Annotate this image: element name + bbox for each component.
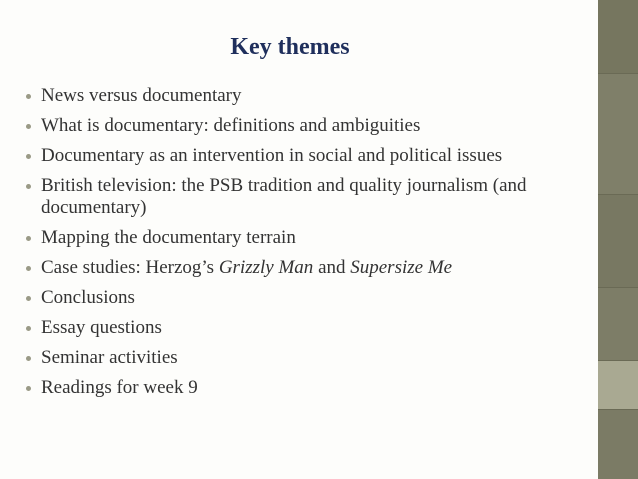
bullet-dot-icon	[26, 266, 31, 271]
bullet-text: Essay questions	[41, 317, 162, 338]
bullet-item	[22, 317, 552, 339]
bullet-item	[22, 115, 552, 137]
bullet-dot-icon	[26, 154, 31, 159]
sidebar-block	[598, 410, 638, 479]
bullet-item	[22, 347, 552, 369]
bullet-dot-icon	[26, 326, 31, 331]
sidebar-block	[598, 195, 638, 288]
film-title: Grizzly Man	[218, 257, 314, 278]
bullet-item	[22, 145, 552, 167]
sidebar-block	[598, 0, 638, 74]
bullet-dot-icon	[26, 94, 31, 99]
bullet-item	[22, 227, 552, 249]
bullet-dot-icon	[26, 296, 31, 301]
sidebar-block	[598, 74, 638, 195]
bullet-text: Readings for week 9	[41, 377, 198, 398]
sidebar-block-highlight	[598, 361, 638, 410]
decorative-sidebar	[598, 0, 638, 479]
bullet-dot-icon	[26, 124, 31, 129]
bullet-text: What is documentary: definitions and ambiguities	[41, 115, 421, 136]
bullet-list	[22, 85, 552, 407]
bullet-text: News versus documentary	[41, 85, 242, 106]
slide-title: Key themes	[230, 34, 350, 60]
bullet-item	[22, 257, 552, 279]
bullet-item	[22, 175, 552, 219]
bullet-dot-icon	[26, 386, 31, 391]
bullet-text: British television: the PSB tradition and quality journalism (and documentary)	[41, 175, 527, 218]
bullet-item	[22, 287, 552, 309]
bullet-text: Conclusions	[41, 287, 135, 308]
bullet-text: Documentary as an intervention in social and political issues	[41, 145, 503, 166]
bullet-dot-icon	[26, 236, 31, 241]
bullet-text: Mapping the documentary terrain	[41, 227, 296, 248]
bullet-text-prefix: Case studies: Herzog’s	[41, 257, 219, 278]
bullet-text-connector: and	[313, 257, 351, 278]
bullet-dot-icon	[26, 184, 31, 189]
film-title: Supersize Me	[350, 257, 453, 278]
bullet-dot-icon	[26, 356, 31, 361]
bullet-item	[22, 377, 552, 399]
bullet-item	[22, 85, 552, 107]
bullet-text: Seminar activities	[41, 347, 178, 368]
sidebar-block	[598, 288, 638, 361]
